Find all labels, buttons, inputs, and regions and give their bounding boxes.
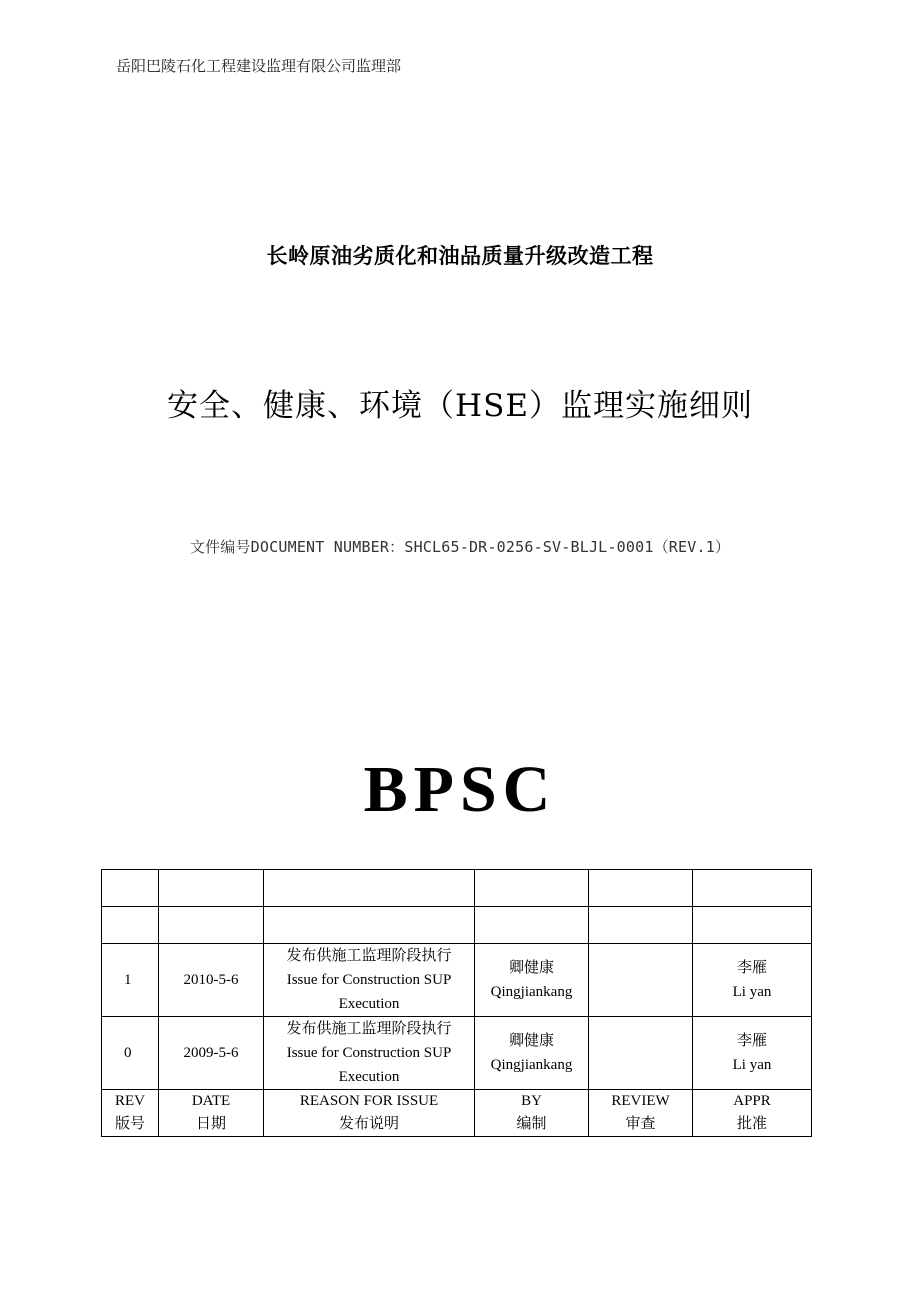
reason-en-1: Issue for Construction SUP xyxy=(286,1045,452,1061)
header-by xyxy=(475,1090,589,1137)
header-rev-en: REV xyxy=(115,1093,145,1109)
reason-en-2: Execution xyxy=(338,996,400,1012)
table-cell xyxy=(159,870,264,907)
header-date-en: DATE xyxy=(191,1093,231,1109)
header-rev xyxy=(102,1090,159,1137)
header-review xyxy=(589,1090,693,1137)
table-cell xyxy=(475,907,589,944)
header-date xyxy=(159,1090,264,1137)
header-date-cn: 日期 xyxy=(195,1116,226,1132)
table-cell xyxy=(102,907,159,944)
appr-cn: 李雁 xyxy=(736,960,767,976)
appr-cell xyxy=(693,944,812,1017)
table-cell xyxy=(264,907,475,944)
table-cell xyxy=(693,870,812,907)
appr-cell xyxy=(693,1017,812,1090)
date-cell: 2009-5-6 xyxy=(159,1017,264,1090)
reason-cn: 发布供施工监理阶段执行 xyxy=(286,1021,452,1037)
header-reason-cn: 发布说明 xyxy=(338,1116,399,1132)
review-cell xyxy=(589,1017,693,1090)
reason-en-1: Issue for Construction SUP xyxy=(286,972,452,988)
header-review-cn: 审查 xyxy=(625,1116,656,1132)
header-reason xyxy=(264,1090,475,1137)
by-en: Qingjiankang xyxy=(490,1057,573,1073)
header-appr-en: APPR xyxy=(733,1093,771,1109)
company-logo: BPSC xyxy=(363,753,557,826)
by-cn: 卿健康 xyxy=(508,1033,554,1049)
table-cell xyxy=(102,870,159,907)
table-cell xyxy=(475,870,589,907)
table-cell xyxy=(589,907,693,944)
header-by-cn: 编制 xyxy=(516,1116,547,1132)
revision-table xyxy=(101,869,812,1137)
table-row xyxy=(102,944,812,1017)
table-cell xyxy=(589,870,693,907)
header-appr-cn: 批准 xyxy=(736,1116,767,1132)
table-row-blank xyxy=(102,907,812,944)
table-row xyxy=(102,1017,812,1090)
by-cn: 卿健康 xyxy=(508,960,554,976)
reason-cn: 发布供施工监理阶段执行 xyxy=(286,948,452,964)
table-row-blank xyxy=(102,870,812,907)
by-cell xyxy=(475,1017,589,1090)
date-cell: 2010-5-6 xyxy=(159,944,264,1017)
rev-cell: 0 xyxy=(102,1017,159,1090)
project-title: 长岭原油劣质化和油品质量升级改造工程 xyxy=(266,243,654,268)
rev-cell: 1 xyxy=(102,944,159,1017)
header-rev-cn: 版号 xyxy=(114,1116,145,1132)
reason-en-2: Execution xyxy=(338,1069,400,1085)
by-en: Qingjiankang xyxy=(490,984,573,1000)
appr-en: Li yan xyxy=(732,1057,772,1073)
review-cell xyxy=(589,944,693,1017)
header-review-en: REVIEW xyxy=(611,1093,670,1109)
header-reason-en: REASON FOR ISSUE xyxy=(299,1093,439,1109)
reason-cell xyxy=(264,1017,475,1090)
table-cell xyxy=(159,907,264,944)
reason-cell xyxy=(264,944,475,1017)
company-header: 岳阳巴陵石化工程建设监理有限公司监理部 xyxy=(116,57,402,75)
document-number: 文件编号DOCUMENT NUMBER：SHCL65-DR-0256-SV-BLJL-0001（REV.1） xyxy=(189,538,731,556)
appr-en: Li yan xyxy=(732,984,772,1000)
document-title: 安全、健康、环境（HSE）监理实施细则 xyxy=(167,388,753,424)
header-by-en: BY xyxy=(521,1093,542,1109)
by-cell xyxy=(475,944,589,1017)
table-cell xyxy=(264,870,475,907)
table-header-row xyxy=(102,1090,812,1137)
table-cell xyxy=(693,907,812,944)
appr-cn: 李雁 xyxy=(736,1033,767,1049)
header-appr xyxy=(693,1090,812,1137)
